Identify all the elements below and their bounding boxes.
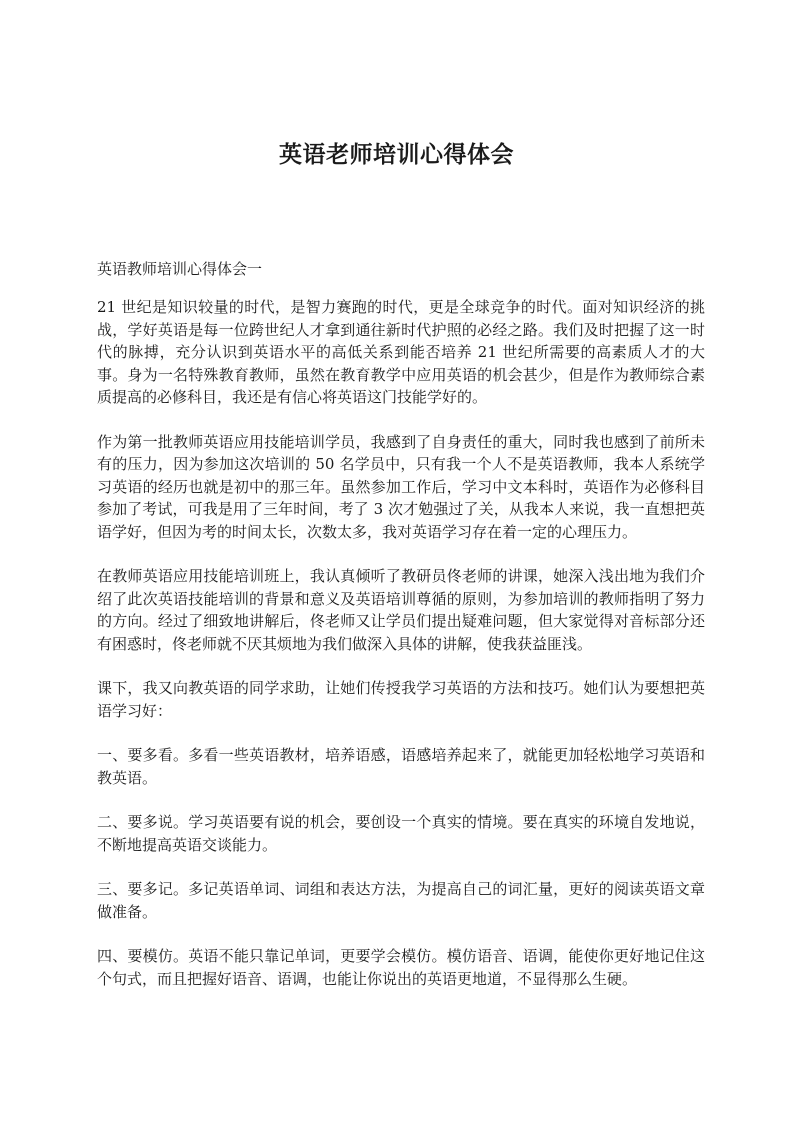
paragraph-1: 21 世纪是知识较量的时代，是智力赛跑的时代，更是全球竞争的时代。面对知识经济的挑战，学好英语是每一位跨世纪人才拿到通往新时代护照的必经之路。我们及时把握了这一时代的脉搏，充分认识到英语水平的高低关系到能否培养 21 世纪所需要的高素质人才的大事。身为一名特殊教育教师，虽然在教育教学中应用英语的机会甚少，但是作为教师综合素质提高的必修科目，我还是有信心将英语这门技能学好的。	[97, 298, 705, 406]
document-title: 英语老师培训心得体会	[279, 141, 514, 168]
paragraph-4: 课下，我又向教英语的同学求助，让她们传授我学习英语的方法和技巧。她们认为要想把英语学习好：	[97, 679, 705, 720]
paragraph-3: 在教师英语应用技能培训班上，我认真倾听了教研员佟老师的讲课，她深入浅出地为我们介绍了此次英语技能培训的背景和意义及英语培训尊循的原则，为参加培训的教师指明了努力的方向。经过了细致地讲解后，佟老师又让学员们提出疑难问题，但大家觉得对音标部分还有困惑时，佟老师就不厌其烦地为我们做深入具体的讲解，使我获益匪浅。	[97, 567, 705, 653]
document-body	[97, 258, 705, 1012]
paragraph-8: 四、要模仿。英语不能只靠记单词，更要学会模仿。模仿语音、语调，能使你更好地记住这个句式，而且把握好语音、语调，也能让你说出的英语更地道，不显得那么生硬。	[97, 947, 705, 988]
paragraph-2: 作为第一批教师英语应用技能培训学员，我感到了自身责任的重大，同时我也感到了前所未有的压力，因为参加这次培训的 50 名学员中，只有我一个人不是英语教师，我本人系统学习英语的经历也就是初中的那三年。虽然参加工作后，学习中文本科时，英语作为必修科目参加了考试，可我是用了三年时间，考了 3 次才勉强过了关，从我本人来说，我一直想把英语学好，但因为考的时间太长，次数太多，我对英语学习存在着一定的心理压力。	[97, 432, 705, 541]
section-heading: 英语教师培训心得体会一	[97, 260, 263, 278]
paragraph-7: 三、要多记。多记英语单词、词组和表达方法，为提高自己的词汇量，更好的阅读英语文章做准备。	[97, 880, 705, 921]
paragraph-6: 二、要多说。学习英语要有说的机会，要创设一个真实的情境。要在真实的环境自发地说，不断地提高英语交谈能力。	[97, 813, 705, 854]
paragraph-5: 一、要多看。多看一些英语教材，培养语感，语感培养起来了，就能更加轻松地学习英语和教英语。	[97, 746, 705, 787]
